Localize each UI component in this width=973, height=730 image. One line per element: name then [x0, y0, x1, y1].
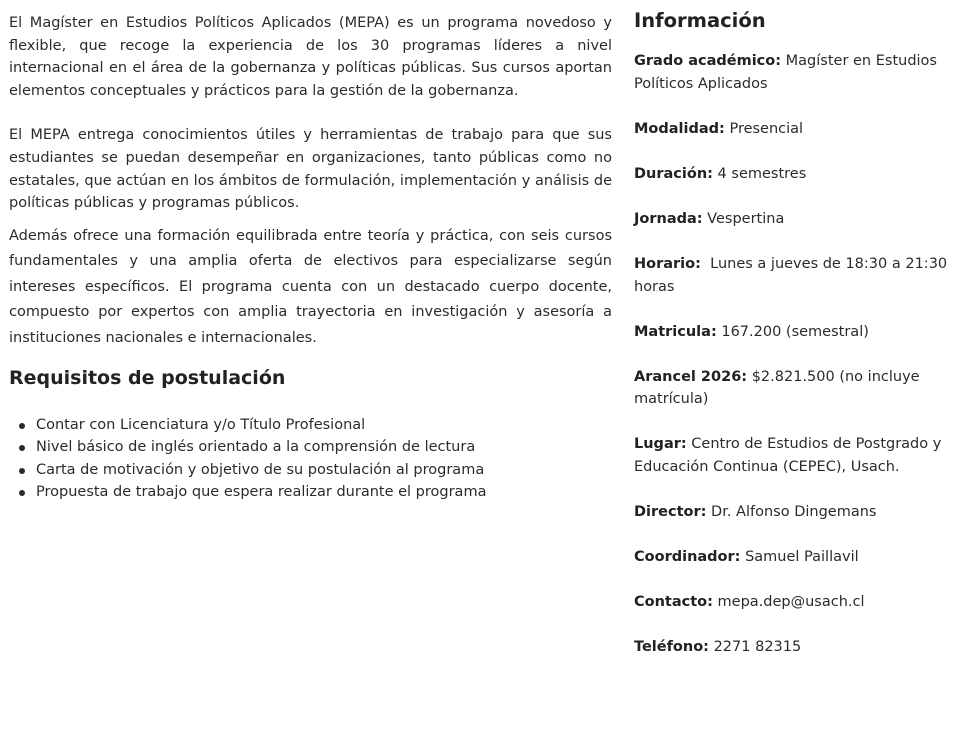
info-label: Modalidad:	[634, 120, 725, 137]
info-matricula	[634, 321, 964, 344]
info-label: Grado académico:	[634, 53, 782, 69]
info-value: Vespertina	[702, 210, 785, 227]
requirements-title: Requisitos de postulación	[9, 367, 286, 390]
requirement-item	[36, 414, 612, 436]
requirement-item	[36, 459, 612, 481]
info-arancel	[634, 366, 964, 411]
info-value: Centro de Estudios de Postgrado y Educación Continua (CEPEC), Usach.	[634, 436, 942, 476]
requirement-item	[36, 436, 612, 458]
description-paragraph-2: El MEPA entrega conocimientos útiles y herramientas de trabajo para que sus estudiantes se puedan desempeñar en organizaciones, tanto públicas como no estatales, que actúan en los ámbitos de formulación, implementación y análisis de políticas públicas y programas públicos.	[9, 127, 612, 212]
info-value: 4 semestres	[712, 165, 807, 182]
info-sidebar	[634, 9, 964, 659]
requirement-text: Carta de motivación y objetivo de su postulación al programa	[36, 461, 485, 478]
info-lugar	[634, 433, 964, 478]
info-grado	[634, 50, 964, 95]
info-label: Lugar:	[634, 436, 687, 453]
info-label: Jornada:	[634, 210, 703, 227]
info-label: Arancel 2026:	[634, 368, 748, 385]
info-label: Coordinador:	[634, 549, 741, 566]
bullet-icon	[19, 445, 25, 451]
bullet-icon	[19, 490, 25, 496]
description-paragraph-1: El Magíster en Estudios Políticos Aplicados (MEPA) es un programa novedoso y flexible, que recoge la experiencia de los 30 programas líderes a nivel internacional en el área de la gobernanza y políticas públicas. Sus cursos aportan elementos conceptuales y prácticos para la gestión de la gobernanza.	[9, 15, 612, 99]
info-contacto	[634, 591, 964, 614]
bullet-icon	[19, 423, 25, 429]
info-label: Teléfono:	[634, 639, 709, 656]
info-telefono	[634, 636, 964, 659]
info-coordinador	[634, 546, 964, 569]
info-label: Matricula:	[634, 323, 717, 340]
info-jornada	[634, 208, 964, 231]
info-value: Lunes a jueves de 18:30 a 21:30 horas	[634, 255, 952, 295]
info-director	[634, 501, 964, 524]
info-modalidad	[634, 118, 964, 141]
info-value: Samuel Paillavil	[740, 549, 859, 566]
program-description-column	[9, 12, 612, 503]
info-value: $2.821.500 (no incluye matrícula)	[634, 368, 920, 408]
info-label: Duración:	[634, 165, 713, 182]
info-value: Presencial	[724, 120, 804, 137]
description-paragraph-3: Además ofrece una formación equilibrada entre teoría y práctica, con seis cursos fundamentales y una amplia oferta de electivos para especializarse según intereses específicos. El programa cuenta con un destacado cuerpo docente, compuesto por expertos con amplia trayectoria en investigación y asesoría a instituciones nacionales e internacionales.	[9, 227, 612, 346]
info-value: 2271 82315	[708, 639, 802, 656]
info-horario	[634, 253, 964, 298]
info-label: Director:	[634, 504, 707, 521]
info-duracion	[634, 163, 964, 186]
requirement-text: Contar con Licenciatura y/o Título Profesional	[36, 417, 366, 434]
requirements-list	[9, 414, 612, 503]
info-value: 167.200 (semestral)	[716, 323, 869, 340]
info-title: Información	[634, 9, 766, 32]
requirement-item	[36, 481, 612, 503]
requirement-text: Propuesta de trabajo que espera realizar durante el programa	[36, 483, 487, 500]
info-value: Magíster en Estudios Políticos Aplicados	[634, 53, 937, 92]
requirement-text: Nivel básico de inglés orientado a la comprensión de lectura	[36, 439, 476, 456]
info-label: Horario:	[634, 255, 701, 272]
bullet-icon	[19, 468, 25, 474]
info-value: mepa.dep@usach.cl	[712, 594, 865, 611]
info-label: Contacto:	[634, 594, 713, 611]
info-value: Dr. Alfonso Dingemans	[706, 504, 877, 521]
